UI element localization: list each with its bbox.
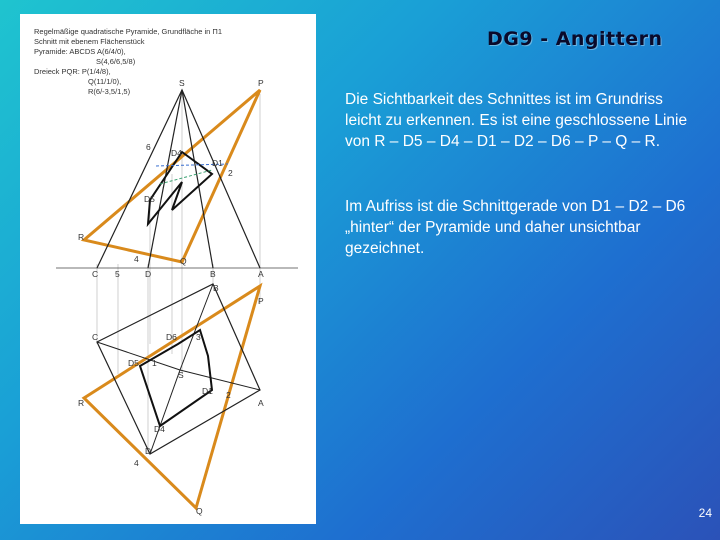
label-C: C	[92, 269, 99, 279]
label-C-plan: C	[92, 332, 99, 342]
label-A: A	[258, 269, 264, 279]
label-2: 2	[228, 168, 233, 178]
label-D4-plan: D4	[154, 424, 165, 434]
figure-header-line: Q(11/1/0),	[88, 77, 122, 86]
label-2-plan: 2	[226, 390, 231, 400]
label-A-plan: A	[258, 398, 264, 408]
label-D6: D6	[166, 332, 177, 342]
geometry-drawing	[20, 14, 316, 524]
label-5: 5	[115, 269, 120, 279]
section-polygon-elevation	[148, 152, 212, 224]
label-6: 6	[146, 142, 151, 152]
section-polygon-plan	[140, 330, 212, 426]
label-D5-plan: D5	[128, 358, 139, 368]
label-S: S	[179, 78, 185, 88]
label-B-plan: B	[213, 283, 219, 293]
label-R-plan: R	[78, 398, 85, 408]
label-D4: D4	[171, 148, 182, 158]
label-B: B	[210, 269, 216, 279]
figure-header-line: Schnitt mit ebenem Flächenstück	[34, 37, 145, 46]
label-3: 3	[196, 332, 201, 342]
label-D: D	[145, 269, 152, 279]
label-P: P	[258, 78, 264, 88]
figure-header-line: Pyramide: ABCDS A(6/4/0),	[34, 47, 126, 56]
label-P-plan: P	[258, 296, 264, 306]
label-D-plan: D	[145, 446, 152, 456]
figure-header-line: S(4,6/6,5/8)	[96, 57, 136, 66]
text-paragraph: Die Sichtbarkeit des Schnittes ist im Grundriss leicht zu erkennen. Es ist eine geschlossene Linie von R – D5 – D4 – D1 – D2 – D6 – P – Q – R.	[345, 91, 688, 150]
figure-header-line: R(6/-3,5/1,5)	[88, 87, 131, 96]
label-4: 4	[134, 254, 139, 264]
page-number: 24	[698, 506, 712, 520]
text-paragraph: Im Aufriss ist die Schnittgerade von D1 – D2 – D6 „hinter“ der Pyramide und daher unsichtbar gezeichnet.	[345, 198, 686, 257]
label-D1-plan: D1	[202, 386, 213, 396]
pyramid-elevation	[97, 90, 260, 268]
label-Q-plan: Q	[196, 506, 203, 516]
label-1: 1	[152, 358, 157, 368]
slide-title: DG9 - Angittern	[487, 28, 663, 50]
label-4-plan: 4	[134, 458, 139, 468]
label-R: R	[78, 232, 85, 242]
figure-header-line: Regelmäßige quadratische Pyramide, Grundfläche in Π1	[34, 27, 223, 36]
construction-figure	[20, 14, 316, 524]
label-D1: D1	[212, 158, 223, 168]
label-Q: Q	[180, 256, 187, 266]
label-S-plan: S	[178, 370, 184, 380]
label-D5: D5	[144, 194, 155, 204]
figure-header-line: Dreieck PQR: P(1/4/8),	[34, 67, 111, 76]
